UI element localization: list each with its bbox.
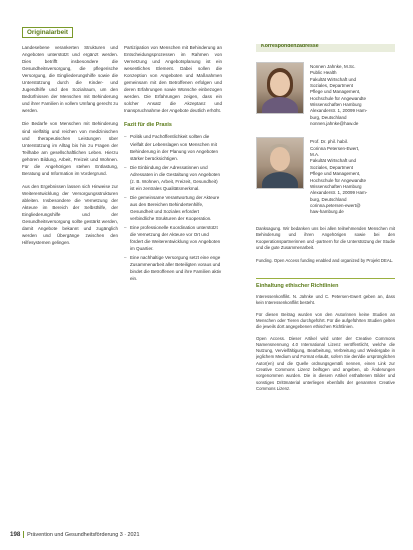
footer-divider [23, 531, 24, 538]
author-address [310, 137, 367, 215]
highlight-item: – Die Einbindung der Adressatinnen und Adressaten in die Gestaltung von Angeboten (z. B. Wohnen, Arbeit, Freizeit, Gesundheit) ist ein zentrales Qualitätsmerkmal. [124, 164, 222, 192]
highlight-item: – Politik und Fachöffentlichkeit sollten die Vielfalt der Lebenslagen von Menschen mit Behinderung in der Planung von Angeboten stärker berücksichtigen. [124, 133, 222, 161]
author-line: Alexanderstr. 1, 20099 Ham- [310, 108, 368, 114]
author-email[interactable]: corinna.petersen-ewert@ [310, 202, 361, 208]
body-paragraph: Landesebene verankerten Strukturen und Angeboten unterstützt und ergänzt werden. Dies betrifft insbesondere die Gesundheitsversorgung, die pflegerische Versorgung, die Eingliederungshilfe sowie die Unterstützung durch die Kinder- und Jugendhilfe und den Sozialraum, um den Bedürfnissen der Menschen mit Behinderung und ihrer Familien in vollem Umfang gerecht zu werden. [22, 45, 118, 114]
sidebar-column [256, 44, 395, 522]
author-line: Wissenschaften Hamburg [310, 102, 362, 108]
author-email[interactable]: haw-hamburg.de [310, 209, 344, 215]
article-type-badge: Originalarbeit [22, 27, 73, 38]
ethics-paragraph: Für diesen Beitrag wurden von den Autorinnen keine Studien an Menschen oder Tieren durchgeführt. Für die aufgeführten Studien gelten die jeweils dort angegebenen ethischen Richtlinien. [256, 311, 395, 330]
ethics-paragraph: Open Access. Dieser Artikel wird unter der Creative Commons Namensnennung 4.0 International Lizenz veröffentlicht, welche die Nutzung, Vervielfältigung, Bearbeitung, Verbreitung und Wiedergabe in jeglichem Medium und Format erlaubt, sofern Sie den/die ursprünglichen Autor(en) und die Quelle ordnungsgemäß nennen, einen Link zur Creative Commons Lizenz beifügen und angeben, ob Änderungen vorgenommen wurden. Die in diesem Artikel enthaltenen Bilder und sonstiges Drittmaterial unterliegen ebenfalls der genannten Creative Commons Lizenz. [256, 335, 395, 391]
journal-name: Prävention und Gesundheitsförderung 3 · 2021 [27, 532, 140, 538]
body-column-1 [22, 44, 118, 522]
author-line: Prof. Dr. phil. habil. [310, 139, 349, 145]
author-line: Fakultät Wirtschaft und [310, 76, 357, 82]
page-footer [10, 530, 140, 539]
author-block [256, 137, 395, 215]
author-line: Hochschule für Angewandte [310, 177, 367, 183]
author-photo [256, 137, 304, 189]
author-line: Corinna Petersen-Ewert, [310, 145, 360, 151]
author-line: Pflege und Management, [310, 171, 361, 177]
author-line: Public Health [310, 70, 337, 76]
practice-box-title: Fazit für die Praxis [124, 122, 172, 129]
author-line: Wissenschaften Hamburg [310, 183, 362, 189]
author-line: Nonnen Jahnke, M.Sc. [310, 64, 356, 69]
funding-text: Funding. Open Access funding enabled and organized by Projekt DEAL. [256, 257, 394, 263]
author-line: Pflege und Management, [310, 89, 361, 95]
body-paragraph: Partizipation von Menschen mit Behinderung an Entscheidungsprozessen im Rahmen von Vernetzung und Angebotsplanung ist ein wesentliches Element. Dabei sollen die Konzeption von Angeboten und Maßnahmen gemeinsam mit den Betroffenen erfolgen und deren Erfahrungen sowie Wünsche einbezogen werden. Die Erfahrungen zeigen, dass ein solcher Ansatz die Akzeptanz und Inanspruchnahme der Angebote deutlich erhöht. [124, 45, 222, 114]
body-paragraph: Die Bedarfe von Menschen mit Behinderung sind vielfältig und reichen von medizinischen und therapeutischen Leistungen über Unterstützung im Alltag bis hin zu Fragen der Teilhabe am gesellschaftlichen Leben. Hierzu gehören Bildung, Arbeit, Freizeit und Wohnen. Für die Angehörigen stehen Entlastung, Beratung und Information im Vordergrund. [22, 121, 118, 176]
author-line: Fakultät Wirtschaft und [310, 158, 357, 164]
highlight-item: – Die gemeinsame Verantwortung der Akteure aus den Bereichen Behindertenhilfe, Gesundheit und Soziales erfordert verbindliche Strukturen der Kooperation. [124, 194, 222, 222]
author-line: Soziales, Department [310, 83, 354, 89]
author-photo [256, 62, 304, 114]
body-column-2 [124, 44, 222, 522]
body-paragraph: Aus den Ergebnissen lassen sich Hinweise zur Weiterentwicklung der Versorgungsstrukturen ableiten. Insbesondere die Vernetzung der Akteure im Bereich der Selbsthilfe, der Eingliederungshilfe und der Gesundheitsversorgung sollte gestärkt werden, damit Angebote bekannt und zugänglich werden und Übergänge zwischen den Hilfesystemen gelingen. [22, 183, 118, 246]
author-address [310, 62, 367, 127]
author-line: Hochschule für Angewandte [310, 95, 367, 101]
author-line: burg, Deutschland [310, 114, 347, 120]
ethics-section-title: Einhaltung ethischer Richtlinien [256, 278, 395, 289]
author-block [256, 62, 395, 127]
acknowledgement-text: Danksagung. Wir bedanken uns bei allen teilnehmenden Menschen mit Behinderung und ihren Angehörigen sowie bei den Kooperationspartnerinnen und -partnern für die Unterstützung der Studie und die gute Zusammenarbeit. [256, 225, 395, 251]
correspondence-header: Korrespondenzadresse [256, 44, 395, 52]
highlight-item: – Eine nachhaltige Versorgung setzt eine enge Zusammenarbeit aller Beteiligten voraus und bindet die Betroffenen und ihre Familien aktiv ein. [124, 254, 222, 282]
author-line: burg, Deutschland [310, 196, 347, 202]
author-line: M.A. [310, 152, 320, 158]
page-number: 198 [10, 531, 21, 538]
author-line: Alexanderstr. 1, 20099 Ham- [310, 190, 368, 196]
author-email[interactable]: nonnen.jahnke@haw.de [310, 121, 359, 127]
author-line: Soziales, Department [310, 164, 354, 170]
highlight-item: – Eine professionelle Koordination unterstützt die Vernetzung der Akteure vor Ort und fördert die Weiterentwicklung von Angeboten im Quartier. [124, 224, 222, 252]
practice-highlights-list [124, 133, 222, 282]
ethics-paragraph: Interessenkonflikt. N. Jahnke und C. Petersen-Ewert geben an, dass kein Interessenkonflikt besteht. [256, 294, 395, 306]
